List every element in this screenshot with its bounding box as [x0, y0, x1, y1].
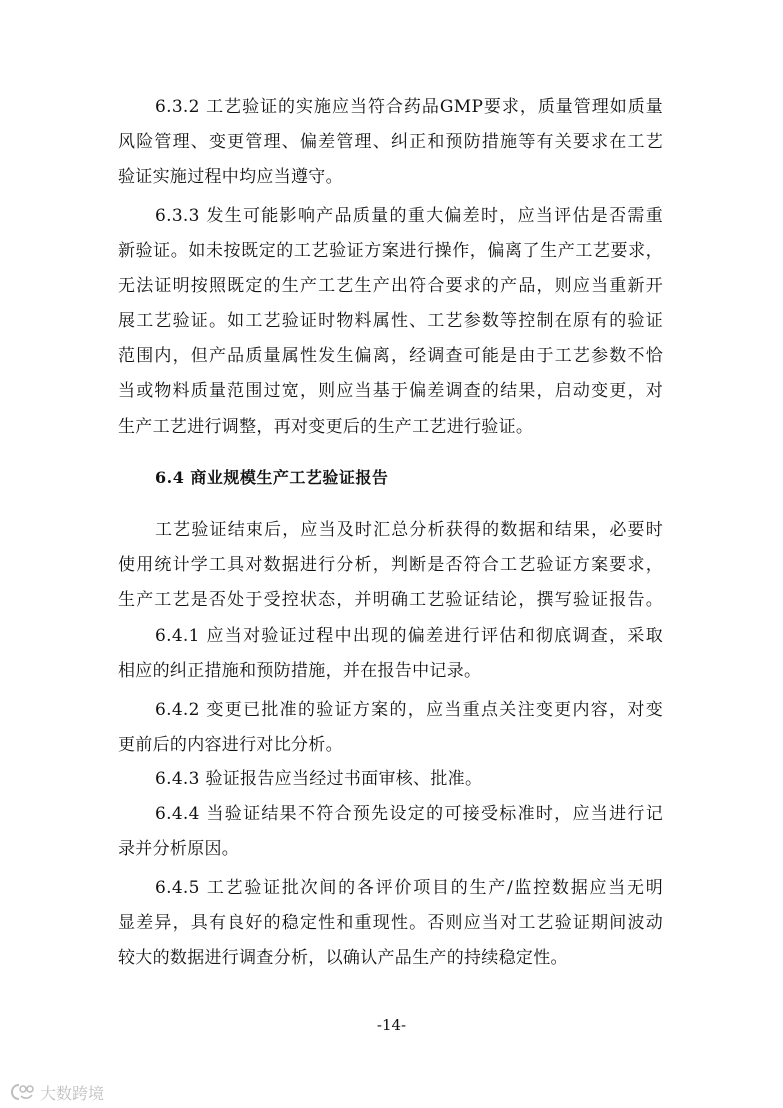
paragraph-6-4-1-line-1: 6.4.1 应当对验证过程中出现的偏差进行评估和彻底调查，采取: [155, 626, 663, 646]
paragraph-6-3-3-line-5: 范围内，但产品质量属性发生偏离，经调查可能是由于工艺参数不恰: [118, 346, 663, 366]
paragraph-6-4-5-line-2: 显差异，具有良好的稳定性和重现性。否则应当对工艺验证期间波动: [118, 913, 663, 933]
paragraph-6-4-5-line-3: 较大的数据进行调查分析，以确认产品生产的持续稳定性。: [118, 948, 568, 968]
watermark-logo-icon: [10, 1082, 36, 1102]
paragraph-6-4-2-line-2: 更前后的内容进行对比分析。: [118, 735, 343, 755]
paragraph-6-3-3-line-1: 6.3.3 发生可能影响产品质量的重大偏差时，应当评估是否需重: [155, 206, 663, 226]
paragraph-6-3-2-line-3: 验证实施过程中均应当遵守。: [118, 167, 343, 187]
paragraph-6-4-intro-line-1: 工艺验证结束后，应当及时汇总分析获得的数据和结果，必要时: [155, 520, 663, 540]
paragraph-6-4-3-line-1: 6.4.3 验证报告应当经过书面审核、批准。: [155, 769, 483, 789]
page-number: -14-: [376, 1016, 407, 1034]
section-heading-6-4: 6.4 商业规模生产工艺验证报告: [155, 468, 389, 487]
paragraph-6-3-3-line-2: 新验证。如未按既定的工艺验证方案进行操作，偏离了生产工艺要求，: [118, 241, 663, 261]
paragraph-6-3-3-line-7: 生产工艺进行调整，再对变更后的生产工艺进行验证。: [118, 417, 534, 437]
paragraph-6-4-1-line-2: 相应的纠正措施和预防措施，并在报告中记录。: [118, 661, 482, 681]
paragraph-6-3-2-line-2: 风险管理、变更管理、偏差管理、纠正和预防措施等有关要求在工艺: [118, 132, 663, 152]
paragraph-6-4-intro-line-3: 生产工艺是否处于受控状态，并明确工艺验证结论，撰写验证报告。: [118, 590, 663, 610]
paragraph-6-3-3-line-4: 展工艺验证。如工艺验证时物料属性、工艺参数等控制在原有的验证: [118, 311, 663, 331]
paragraph-6-4-4-line-1: 6.4.4 当验证结果不符合预先设定的可接受标准时，应当进行记: [155, 804, 663, 824]
paragraph-6-4-2-line-1: 6.4.2 变更已批准的验证方案的，应当重点关注变更内容，对变: [155, 700, 663, 720]
paragraph-6-3-3-line-6: 当或物料质量范围过宽，则应当基于偏差调查的结果，启动变更，对: [118, 381, 663, 401]
watermark: [10, 1080, 104, 1104]
watermark-text: 大数跨境: [40, 1083, 105, 1103]
paragraph-6-4-intro-line-2: 使用统计学工具对数据进行分析，判断是否符合工艺验证方案要求，: [118, 555, 663, 575]
paragraph-6-3-3-line-3: 无法证明按照既定的生产工艺生产出符合要求的产品，则应当重新开: [118, 276, 663, 296]
paragraph-6-3-2-line-1: 6.3.2 工艺验证的实施应当符合药品GMP要求，质量管理如质量: [155, 97, 663, 117]
paragraph-6-4-5-line-1: 6.4.5 工艺验证批次间的各评价项目的生产/监控数据应当无明: [155, 878, 663, 898]
paragraph-6-4-4-line-2: 录并分析原因。: [118, 839, 240, 859]
